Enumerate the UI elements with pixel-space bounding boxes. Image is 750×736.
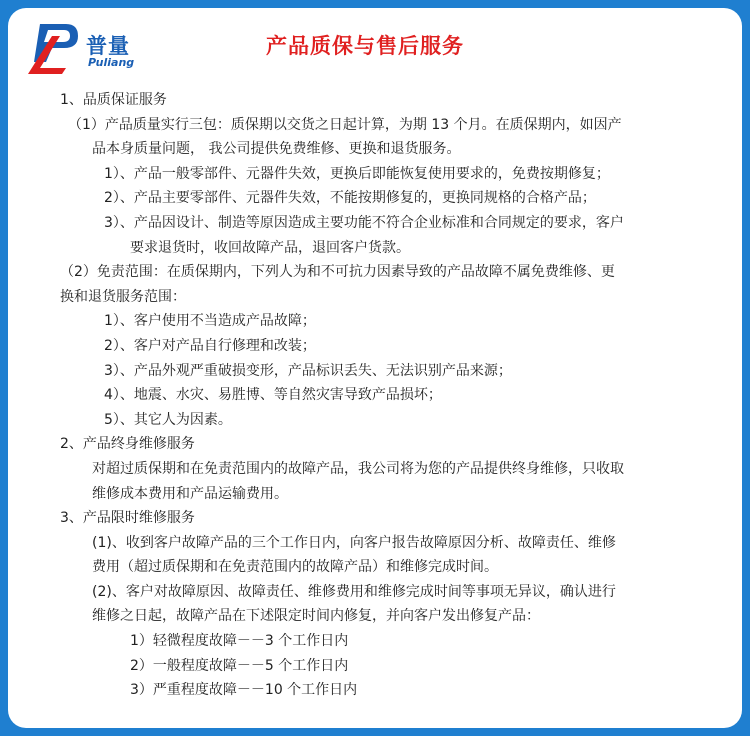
list-item: 2）一般程度故障－－5 个工作日内 [130, 657, 349, 674]
section3-p1-line1: (1)、收到客户故障产品的三个工作日内，向客户报告故障原因分析、故障责任、维修 [92, 534, 616, 551]
logo-mark-icon [26, 22, 86, 76]
section3-p2-line2: 维修之日起，故障产品在下述限定时间内修复，并向客户发出修复产品： [92, 608, 540, 625]
header [8, 8, 742, 78]
content-card [8, 8, 742, 728]
list-item: 2）、客户对产品自行修理和改装； [104, 337, 316, 354]
brand-en-name: Puliang [88, 56, 135, 69]
section2-heading: 2、产品终身维修服务 [60, 436, 195, 453]
list-item: 3）、产品外观严重破损变形，产品标识丢失、无法识别产品来源； [104, 362, 512, 379]
section1-clause2-line2: 换和退货服务范围： [60, 288, 186, 305]
section2-line2: 维修成本费用和产品运输费用。 [92, 485, 288, 502]
list-item: 1）、产品一般零部件、元器件失效，更换后即能恢复使用要求的，免费按期修复； [104, 165, 610, 182]
list-item: 3）严重程度故障－－10 个工作日内 [130, 682, 358, 699]
list-item: 1）轻微程度故障－－3 个工作日内 [130, 633, 349, 650]
section2-line1: 对超过质保期和在免责范围内的故障产品，我公司将为您的产品提供终身维修，只收取 [92, 460, 624, 477]
brand-logo [26, 22, 146, 78]
list-item: 4）、地震、水灾、易胜博、等自然灾害导致产品损坏； [104, 387, 442, 404]
section1-clause1-line2: 品本身质量问题， 我公司提供免费维修、更换和退货服务。 [92, 141, 461, 158]
list-item: 2）、产品主要零部件、元器件失效，不能按期修复的，更换同规格的合格产品； [104, 190, 596, 207]
list-item: 1）、客户使用不当造成产品故障； [104, 313, 316, 330]
list-item-continuation: 要求退货时，收回故障产品，退回客户货款。 [130, 239, 410, 256]
brand-cn-name: 普量 [86, 34, 130, 58]
section3-p1-line2: 费用（超过质保期和在免责范围内的故障产品）和维修完成时间。 [92, 559, 498, 576]
section1-clause1-line1: （1）产品质量实行三包：质保期以交货之日起计算，为期 13 个月。在质保期内，如因产 [68, 116, 622, 133]
section3-p2-line1: (2)、客户对故障原因、故障责任、维修费用和维修完成时间等事项无异议，确认进行 [92, 583, 616, 600]
document-body [8, 88, 742, 703]
section1-clause2-line1: （2）免责范围：在质保期内，下列人为和不可抗力因素导致的产品故障不属免费维修、更 [60, 264, 615, 281]
section1-heading: 1、品质保证服务 [60, 92, 167, 108]
page-title: 产品质保与售后服务 [266, 34, 464, 58]
list-item: 3）、产品因设计、制造等原因造成主要功能不符合企业标准和合同规定的要求，客户 [104, 214, 624, 231]
list-item: 5）、其它人为因素。 [104, 411, 232, 428]
section3-heading: 3、产品限时维修服务 [60, 510, 195, 527]
